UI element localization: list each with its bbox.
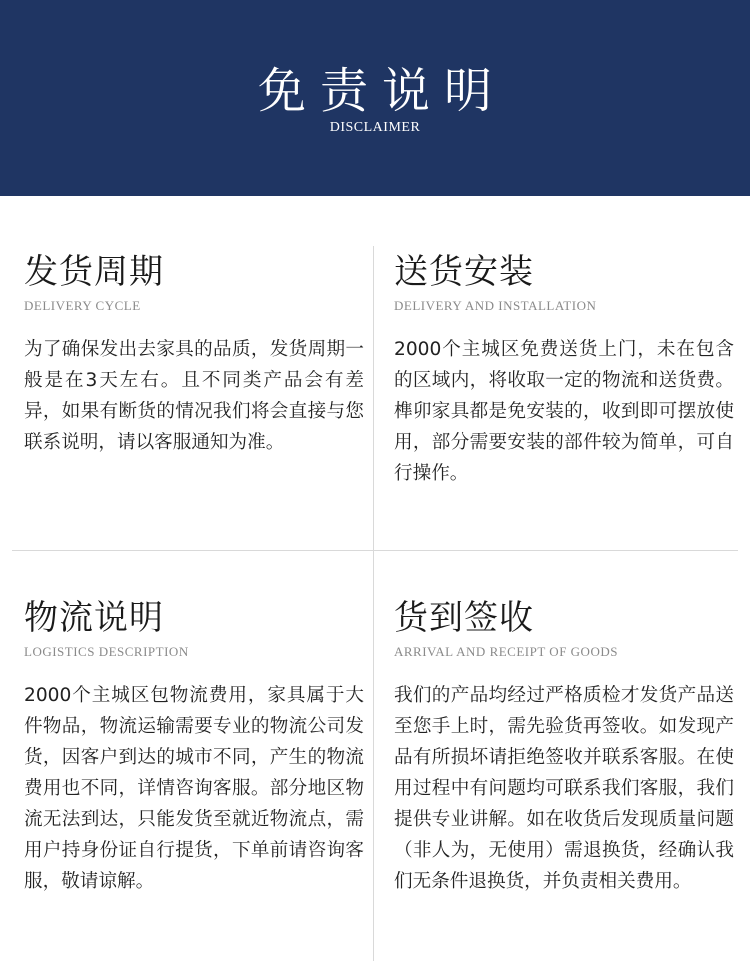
section-title: 发货周期 [24,252,164,292]
section-subtitle: DELIVERY AND INSTALLATION [394,298,597,313]
section-arrival-receipt [394,598,734,897]
section-logistics [24,598,364,897]
section-delivery-cycle [24,252,364,458]
section-title: 货到签收 [394,598,534,638]
horizontal-divider [12,550,738,551]
section-title: 物流说明 [24,598,164,638]
section-delivery-installation [394,252,734,489]
section-subtitle: DELIVERY CYCLE [24,298,141,313]
vertical-divider [373,246,374,961]
section-body: 为了确保发出去家具的品质，发货周期一般是在3天左右。且不同类产品会有差异，如果有断货的情况我们将会直接与您联系说明，请以客服通知为准。 [24,339,364,453]
page-subtitle: DISCLAIMER [329,120,421,135]
page-title: 免责说明 [257,63,506,119]
section-body: 我们的产品均经过严格质检才发货产品送至您手上时，需先验货再签收。如发现产品有所损坏请拒绝签收并联系客服。在使用过程中有问题均可联系我们客服，我们提供专业讲解。如在收货后发现质量问题（非人为，无使用）需退换货，经确认我们无条件退换货，并负责相关费用。 [394,685,734,892]
section-subtitle: ARRIVAL AND RECEIPT OF GOODS [394,644,618,659]
section-title: 送货安装 [394,252,534,292]
header-banner [0,0,750,196]
section-body: 2000个主城区包物流费用，家具属于大件物品，物流运输需要专业的物流公司发货，因客户到达的城市不同，产生的物流费用也不同，详情咨询客服。部分地区物流无法到达，只能发货至就近物流点，需用户持身份证自行提货，下单前请咨询客服，敬请谅解。 [24,685,364,892]
section-subtitle: LOGISTICS DESCRIPTION [24,644,189,659]
section-body: 2000个主城区免费送货上门，未在包含的区域内，将收取一定的物流和送货费。榫卯家具都是免安装的，收到即可摆放使用，部分需要安装的部件较为简单，可自行操作。 [394,339,734,484]
